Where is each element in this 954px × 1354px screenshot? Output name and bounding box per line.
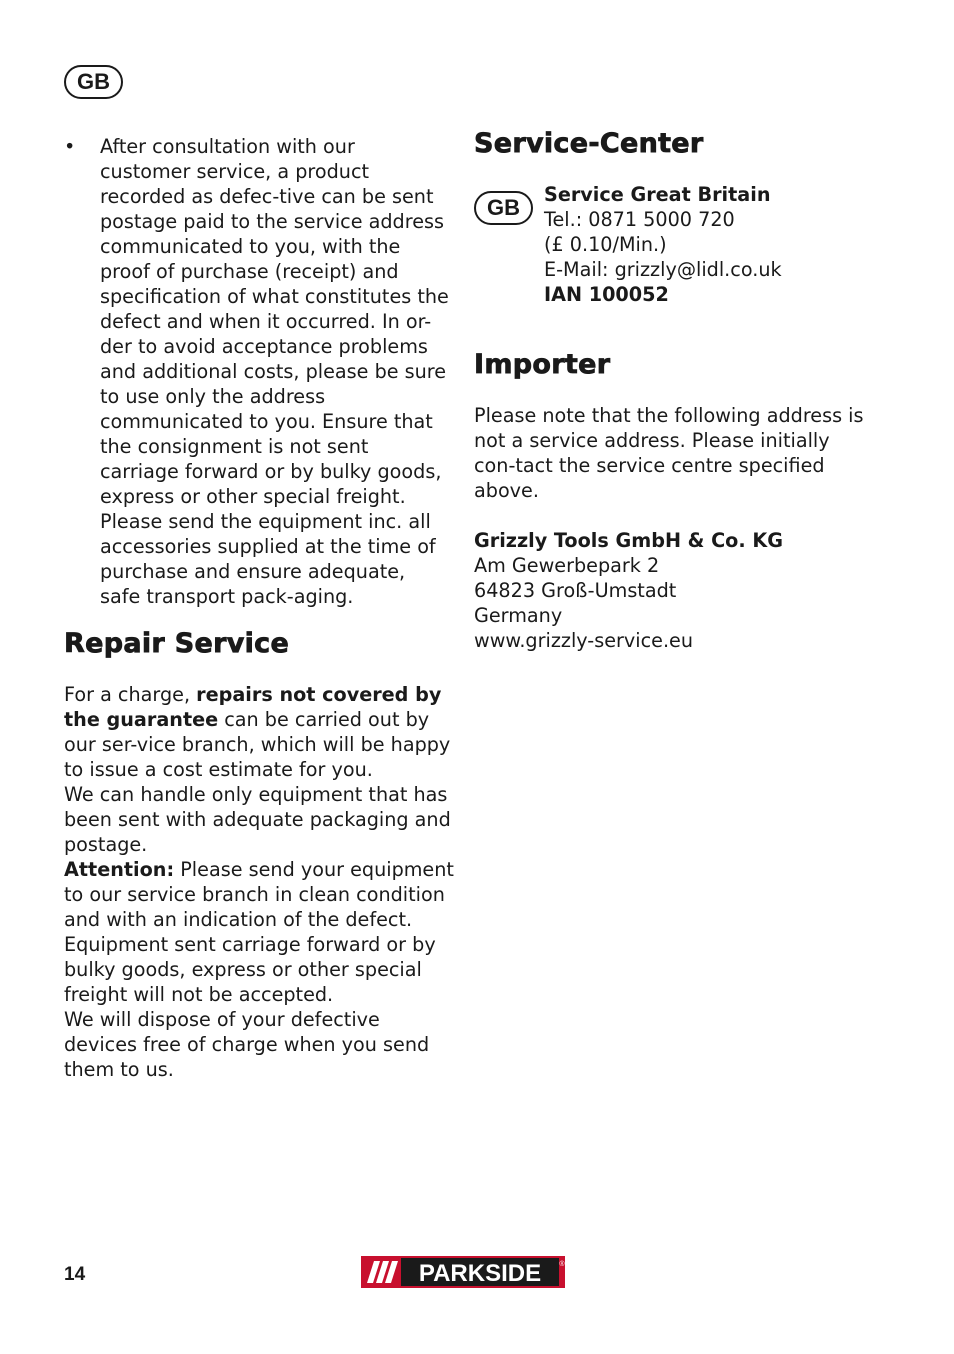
repair-paragraph-2: We can handle only equipment that has been sent with adequate packaging and postage. xyxy=(64,783,451,856)
country: Germany xyxy=(474,604,563,627)
bullet-text: After consultation with our customer service, a product recorded as defec-tive can be sent postage paid to the service address communicated to you, with the proof of purchase (receipt) and specification of what constitutes the defect and when it occurred. In or-der to avoid acceptance problems and additional costs, please be sure to use only the address communicated to you. Ensure that the consignment is not sent carriage forward or by bulky goods, express or other special freight. Please send the equipment inc. all accessories supplied at the time of purchase and ensure adequate, safe transport pack-aging. xyxy=(100,135,449,608)
service-center-heading: Service-Center xyxy=(474,128,704,159)
left-column xyxy=(64,134,454,1082)
attention-label: Attention: xyxy=(64,858,175,881)
service-email: E-Mail: grizzly@lidl.co.uk xyxy=(544,258,782,281)
page-number: 14 xyxy=(64,1264,86,1285)
service-rate: (£ 0.10/Min.) xyxy=(544,233,667,256)
company-name: Grizzly Tools GmbH & Co. KG xyxy=(474,529,783,552)
service-name: Service Great Britain xyxy=(544,183,771,206)
repair-paragraph-1: For a charge, repairs not covered by the guarantee can be carried out by our ser-vice branch, which will be happy to issue a cost estimate for you. xyxy=(64,683,451,781)
importer-note: Please note that the following address is not a service address. Please initially con-tact the service centre specified above. xyxy=(474,404,864,502)
repair-paragraph-4: Equipment sent carriage forward or by bulky goods, express or other special freight will not be accepted. xyxy=(64,933,436,1006)
street-address: Am Gewerbepark 2 xyxy=(474,554,660,577)
service-country-badge: GB xyxy=(474,191,533,225)
website-link[interactable]: www.grizzly-service.eu xyxy=(474,629,694,652)
repair-paragraph-3: Attention: Please send your equipment to our service branch in clean condition and with an indication of the defect. xyxy=(64,858,454,931)
importer-heading: Importer xyxy=(474,349,611,380)
logo-wordmark: PARKSIDE xyxy=(418,1260,542,1287)
service-ian: IAN 100052 xyxy=(544,283,669,306)
registered-mark: ® xyxy=(559,1261,565,1268)
service-contact-block xyxy=(474,182,864,307)
parkside-logo xyxy=(361,1256,565,1288)
repair-service-heading: Repair Service xyxy=(64,628,290,659)
bullet-item xyxy=(64,134,454,609)
service-phone: Tel.: 0871 5000 720 xyxy=(544,208,735,231)
city-address: 64823 Groß-Umstadt xyxy=(474,579,677,602)
bullet-symbol: • xyxy=(64,135,76,158)
language-badge: GB xyxy=(64,65,123,99)
repair-paragraph-5: We will dispose of your defective devices free of charge when you send them to us. xyxy=(64,1008,430,1081)
repair-emphasis: repairs not covered by the guarantee xyxy=(64,683,442,731)
